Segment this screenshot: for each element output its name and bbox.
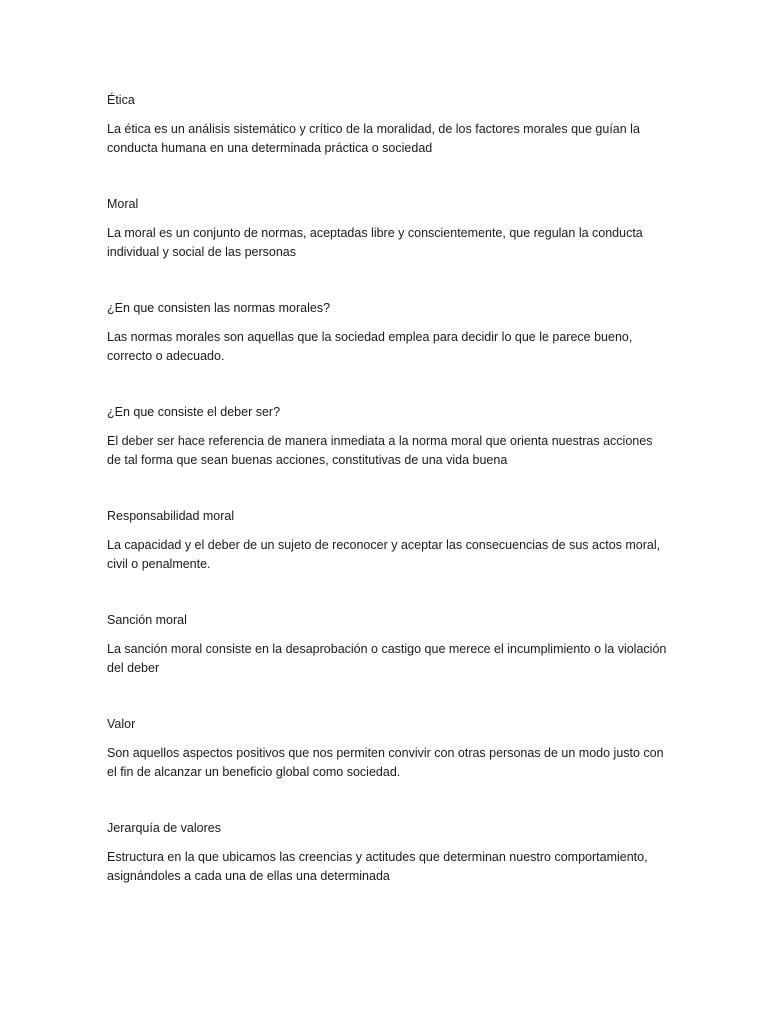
section-sancion-moral: [107, 611, 667, 678]
section-heading: Sanción moral: [107, 613, 187, 627]
section-jerarquia-valores: [107, 819, 667, 886]
section-text: Las normas morales son aquellas que la sociedad emplea para decidir lo que le parece bueno, correcto o adecuado.: [107, 330, 633, 363]
section-valor: [107, 715, 667, 782]
section-text: Son aquellos aspectos positivos que nos permiten convivir con otras personas de un modo justo con el fin de alcanzar un beneficio global como sociedad.: [107, 746, 664, 779]
section-heading: Jerarquía de valores: [107, 821, 221, 835]
section-etica: [107, 91, 667, 158]
section-moral: [107, 195, 667, 262]
section-text: La ética es un análisis sistemático y crítico de la moralidad, de los factores morales que guían la conducta humana en una determinada práctica o sociedad: [107, 122, 640, 155]
section-text: La sanción moral consiste en la desaprobación o castigo que merece el incumplimiento o la violación del deber: [107, 642, 667, 675]
section-normas-morales: [107, 299, 667, 366]
section-heading: ¿En que consiste el deber ser?: [107, 405, 281, 419]
section-text: El deber ser hace referencia de manera inmediata a la norma moral que orienta nuestras acciones de tal forma que sean buenas acciones, constitutivas de una vida buena: [107, 434, 653, 467]
section-text: Estructura en la que ubicamos las creencias y actitudes que determinan nuestro comportamiento, asignándoles a cada una de ellas una determinada: [107, 850, 648, 883]
section-responsabilidad-moral: [107, 507, 667, 574]
section-heading: Responsabilidad moral: [107, 509, 235, 523]
section-deber-ser: [107, 403, 667, 470]
section-text: La capacidad y el deber de un sujeto de reconocer y aceptar las consecuencias de sus actos moral, civil o penalmente.: [107, 538, 661, 571]
section-heading: Moral: [107, 197, 139, 211]
section-heading: ¿En que consisten las normas morales?: [107, 301, 331, 315]
document-content: [107, 91, 667, 923]
section-heading: Ética: [107, 93, 135, 107]
section-heading: Valor: [107, 717, 136, 731]
section-text: La moral es un conjunto de normas, aceptadas libre y conscientemente, que regulan la conducta individual y social de las personas: [107, 226, 643, 259]
